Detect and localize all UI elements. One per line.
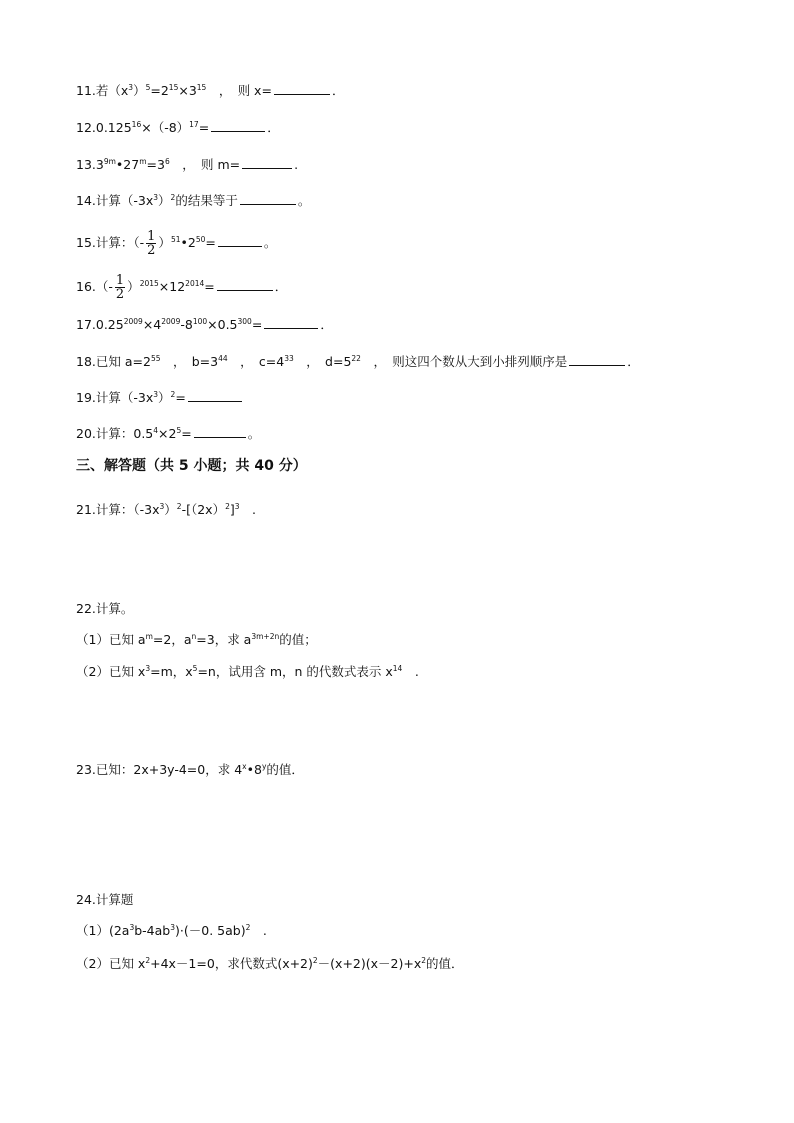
section-heading: 三、解答题（共 5 小题；共 40 分） xyxy=(76,458,307,474)
answer-blank[interactable] xyxy=(188,389,242,402)
question-22-part-1: （1）已知 $a^m=2$，$a^n=3$，求 $a^{3m+2n}$的值； xyxy=(76,632,317,647)
answer-blank[interactable] xyxy=(211,119,265,132)
fraction-one-half: $\frac{1}{2}$ xyxy=(115,273,125,302)
answer-blank[interactable] xyxy=(242,156,292,169)
question-16: 16.（- $\frac{1}{2}$ ）$^{2015}\times 12^{2014}=$ ． xyxy=(76,273,288,302)
question-22-title: 22.计算。 xyxy=(76,601,134,616)
answer-blank[interactable] xyxy=(264,316,318,329)
question-24-part-2: （2）已知 $x^2+4x-1=0$，求代数式$(x+2)^2-(x+2)(x-2)+x^2$的值． xyxy=(76,956,464,971)
question-19: 19.计算$(-3x^3)^2=$ xyxy=(76,389,244,407)
answer-blank[interactable] xyxy=(240,192,296,205)
question-13: $13.3^{9m}•27^m=3^6$ ， 则 m= . xyxy=(76,157,299,172)
question-17: $17.0.25^{2009}\times 4^{2009}-8^{100}\times 0.5^{300}=$ ． xyxy=(76,317,333,332)
answer-blank[interactable] xyxy=(274,82,330,95)
question-23: 23.已知：2x+3y-4=0，求 4$^x$•8$^y$的值． xyxy=(76,762,304,777)
question-21: 21.计算：$(-3x^3)^2-[(2x)^2]^3$ . xyxy=(76,502,257,517)
answer-blank[interactable] xyxy=(194,425,246,438)
fraction-one-half: $\frac{1}{2}$ xyxy=(147,229,156,258)
question-20: 20.计算：$0.5^4\times 2^5=$ 。 xyxy=(76,426,261,441)
question-22-part-2: （2）已知 $x^3=m$，$x^5=n$，试用含 m，n 的代数式表示 $x^{14}$ . xyxy=(76,664,419,679)
question-18: 18.已知 $a=2^{55}$ ， $b=3^{44}$ ， $c=4^{33}$ ， $d=5^{22}$ ， 则这四个数从大到小排列顺序是 ． xyxy=(76,354,640,369)
question-24-part-1: $(1)(2a^3b-4ab^3)\cdot(-0$. 5ab)$^2$ . xyxy=(76,923,267,938)
question-12: $12.0.125^{16}\times(-8)^{17}=$ ． xyxy=(76,120,280,135)
question-24-title: 24.计算题 xyxy=(76,892,134,907)
question-15: 15.计算：（- $\frac{1}{2}$ ）$^{51}•2^{50}=$ 。 xyxy=(76,229,277,258)
question-14: 14.计算$(-3x^3)^2$的结果等于 。 xyxy=(76,193,311,208)
answer-blank[interactable] xyxy=(569,353,625,366)
question-11: 11.若$(x^3)^5=2^{15}\times 3^{15}$ ， 则 x= ． xyxy=(76,83,345,98)
answer-blank[interactable] xyxy=(217,278,273,291)
answer-blank[interactable] xyxy=(218,234,262,247)
